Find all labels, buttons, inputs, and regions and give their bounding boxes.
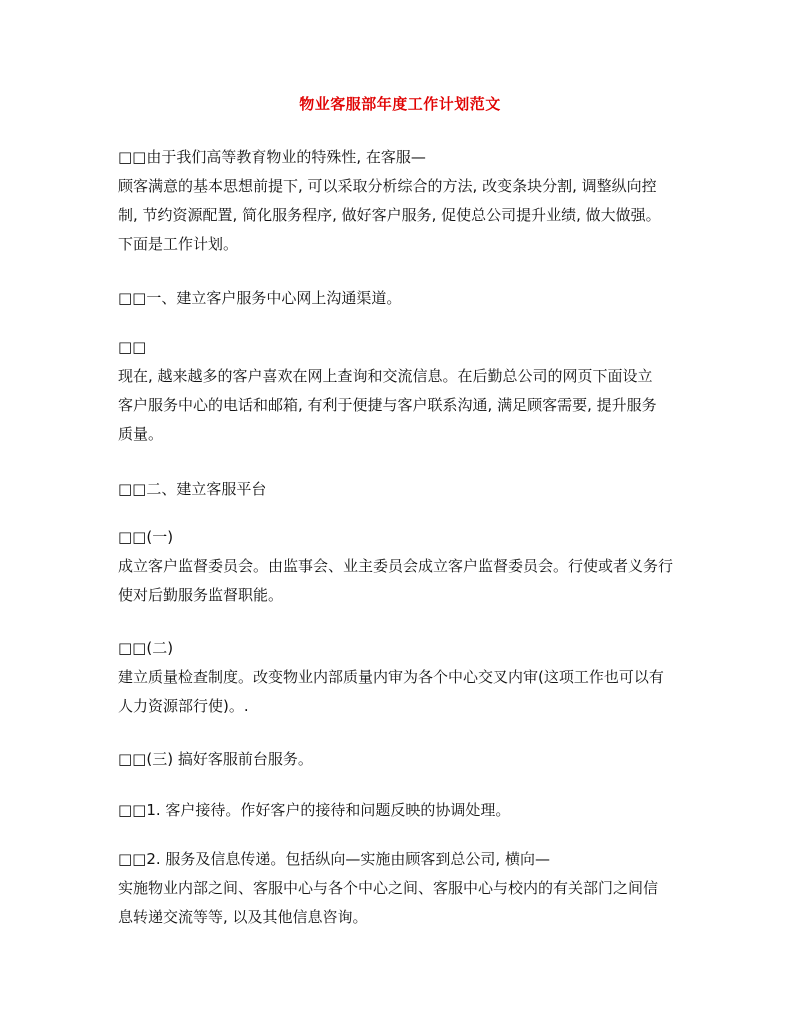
paragraph-line: □□二、建立客服平台	[118, 480, 267, 498]
section-heading-1	[118, 284, 688, 313]
paragraph-line: 质量。	[118, 425, 164, 443]
paragraph-line: □□(三) 搞好客服前台服务。	[118, 750, 313, 768]
paragraph-intro	[118, 143, 688, 259]
paragraph-line: □□(二)	[118, 639, 174, 657]
paragraph-line: 实施物业内部之间、客服中心与各个中心之间、客服中心与校内的有关部门之间信	[118, 879, 659, 897]
paragraph-line: 成立客户监督委员会。由监事会、业主委员会成立客户监督委员会。行使或者义务行	[118, 557, 674, 575]
paragraph-line: 客户服务中心的电话和邮箱, 有利于便捷与客户联系沟通, 满足顾客需要, 提升服务	[118, 396, 657, 414]
paragraph-item-1	[118, 796, 688, 825]
paragraph-line: □□2. 服务及信息传递。包括纵向—实施由顾客到总公司, 横向—	[118, 850, 550, 868]
paragraph-line: 使对后勤服务监督职能。	[118, 586, 284, 604]
paragraph-line: 建立质量检查制度。改变物业内部质量内审为各个中心交叉内审(这项工作也可以有	[118, 668, 664, 686]
paragraph-line: □□一、建立客户服务中心网上沟通渠道。	[118, 289, 402, 307]
paragraph-line: 下面是工作计划。	[118, 235, 239, 253]
paragraph-line: 人力资源部行使)。.	[118, 697, 249, 715]
paragraph-line: □□(一)	[118, 528, 174, 546]
paragraph-line: 现在, 越来越多的客户喜欢在网上查询和交流信息。在后勤总公司的网页下面设立	[118, 367, 653, 385]
paragraph-line: 制, 节约资源配置, 简化服务程序, 做好客户服务, 促使总公司提升业绩, 做大做强。	[118, 206, 661, 224]
paragraph-line: □□1. 客户接待。作好客户的接待和问题反映的协调处理。	[118, 801, 511, 819]
paragraph-line: □□	[118, 338, 147, 356]
paragraph-line: 顾客满意的基本思想前提下, 可以采取分析综合的方法, 改变条块分割, 调整纵向控	[118, 177, 657, 195]
paragraph-subsection-1	[118, 523, 688, 610]
paragraph-line: 息转递交流等等, 以及其他信息咨询。	[118, 908, 368, 926]
paragraph-line: □□由于我们高等教育物业的特殊性, 在客服—	[118, 148, 426, 166]
paragraph-subsection-3	[118, 745, 688, 774]
paragraph-online-channel	[118, 333, 688, 449]
document-title: 物业客服部年度工作计划范文	[299, 95, 501, 113]
paragraph-item-2	[118, 845, 688, 932]
paragraph-subsection-2	[118, 634, 688, 721]
section-heading-2	[118, 475, 688, 504]
